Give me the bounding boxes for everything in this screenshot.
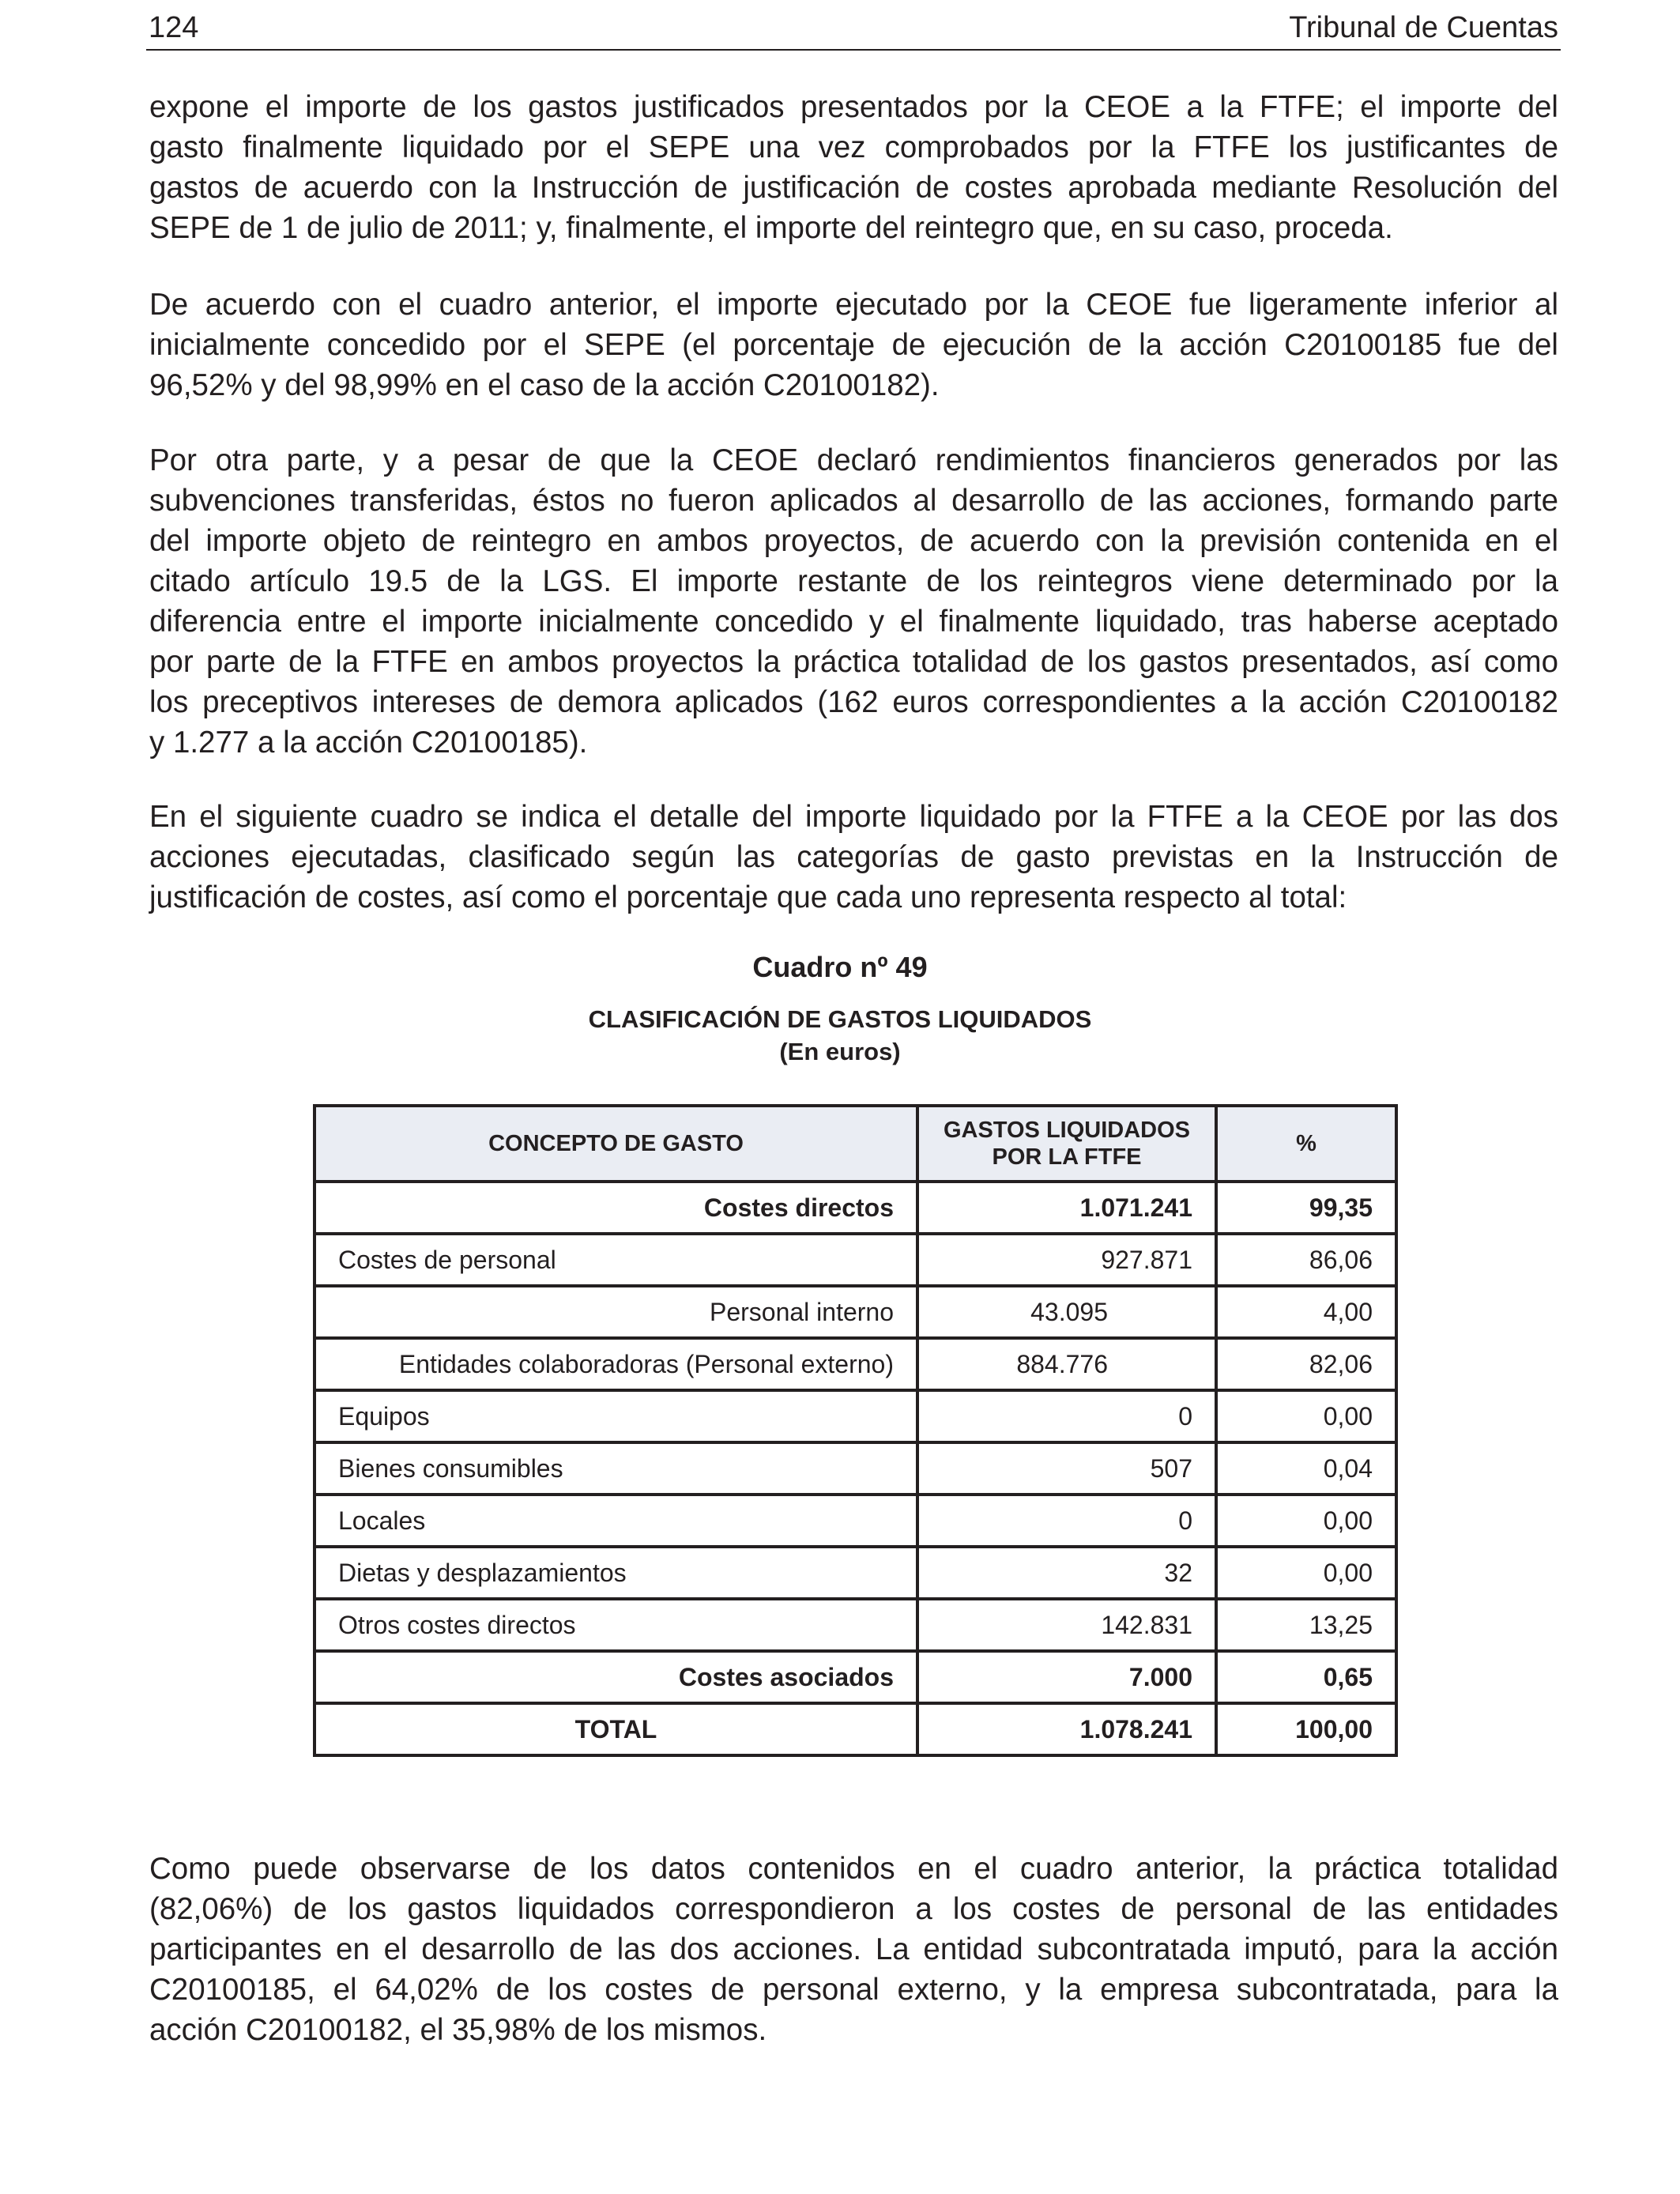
text-line: C20100185, el 64,02% de los costes de personal externo, y la empresa subcontratada, para la (149, 1973, 1558, 2007)
row-amount: 1.078.241 (917, 1703, 1216, 1755)
table-subtitle: (En euros) (779, 1038, 901, 1065)
text-line: citado artículo 19.5 de la LGS. El importe restante de los reintegros viene determinado por la (149, 564, 1558, 598)
text-line: Por otra parte, y a pesar de que la CEOE declaró rendimientos financieros generados por las (149, 443, 1558, 477)
text-line: Como puede observarse de los datos contenidos en el cuadro anterior, la práctica totalidad (149, 1852, 1558, 1886)
row-amount: 7.000 (917, 1651, 1216, 1703)
table-total-row (315, 1703, 1396, 1755)
row-concept: Personal interno (315, 1286, 917, 1338)
text-line: gasto finalmente liquidado por el SEPE una vez comprobados por la FTFE los justificantes de (149, 130, 1558, 164)
row-percent: 99,35 (1216, 1182, 1396, 1234)
paragraph-4 (149, 797, 1558, 918)
publisher-name: Tribunal de Cuentas (1289, 11, 1558, 44)
row-percent: 0,65 (1216, 1651, 1396, 1703)
table-row (315, 1390, 1396, 1442)
column-header: CONCEPTO DE GASTO (315, 1106, 917, 1182)
text-line: acciones ejecutadas, clasificado según las categorías de gasto previstas en la Instrucción de (149, 840, 1558, 874)
table-title: CLASIFICACIÓN DE GASTOS LIQUIDADOS (588, 1005, 1092, 1033)
row-percent: 0,00 (1216, 1495, 1396, 1547)
table-row (315, 1651, 1396, 1703)
table-row (315, 1547, 1396, 1599)
table-row (315, 1234, 1396, 1286)
row-amount: 0 (917, 1390, 1216, 1442)
row-percent: 0,00 (1216, 1547, 1396, 1599)
row-concept: TOTAL (315, 1703, 917, 1755)
text-line: SEPE de 1 de julio de 2011; y, finalmente, el importe del reintegro que, en su caso, proceda. (149, 211, 1393, 245)
row-amount: 884.776 (917, 1338, 1216, 1390)
text-line: expone el importe de los gastos justificados presentados por la CEOE a la FTFE; el importe del (149, 90, 1558, 124)
row-concept: Otros costes directos (315, 1599, 917, 1651)
table-caption: Cuadro nº 49 (752, 951, 928, 983)
text-line: justificación de costes, así como el porcentaje que cada uno representa respecto al total: (149, 880, 1347, 914)
row-concept: Costes asociados (315, 1651, 917, 1703)
row-amount: 43.095 (917, 1286, 1216, 1338)
row-concept: Entidades colaboradoras (Personal externo) (315, 1338, 917, 1390)
row-percent: 0,04 (1216, 1442, 1396, 1495)
row-percent: 100,00 (1216, 1703, 1396, 1755)
text-line: (82,06%) de los gastos liquidados correspondieron a los costes de personal de las entidades (149, 1892, 1558, 1926)
paragraph-5 (149, 1849, 1558, 2050)
row-percent: 82,06 (1216, 1338, 1396, 1390)
text-line: por parte de la FTFE en ambos proyectos la práctica totalidad de los gastos presentados, así como (149, 645, 1558, 679)
text-line: acción C20100182, el 35,98% de los mismos. (149, 2013, 767, 2047)
text-line: del importe objeto de reintegro en ambos proyectos, de acuerdo con la previsión contenida en el (149, 524, 1558, 558)
page-number: 124 (149, 11, 199, 44)
column-header: GASTOS LIQUIDADOS POR LA FTFE (917, 1106, 1216, 1182)
text-line: y 1.277 a la acción C20100185). (149, 726, 588, 760)
row-percent: 4,00 (1216, 1286, 1396, 1338)
text-line: En el siguiente cuadro se indica el detalle del importe liquidado por la FTFE a la CEOE por las dos (149, 800, 1558, 834)
text-line: 96,52% y del 98,99% en el caso de la acción C20100182). (149, 368, 940, 402)
row-concept: Bienes consumibles (315, 1442, 917, 1495)
text-line: De acuerdo con el cuadro anterior, el importe ejecutado por la CEOE fue ligeramente inferior al (149, 288, 1558, 322)
table-row (315, 1442, 1396, 1495)
row-concept: Costes de personal (315, 1234, 917, 1286)
column-header: % (1216, 1106, 1396, 1182)
row-amount: 1.071.241 (917, 1182, 1216, 1234)
row-concept: Equipos (315, 1390, 917, 1442)
expenses-table (313, 1104, 1398, 1757)
row-amount: 927.871 (917, 1234, 1216, 1286)
text-line: subvenciones transferidas, éstos no fueron aplicados al desarrollo de las acciones, formando parte (149, 484, 1558, 518)
text-line: participantes en el desarrollo de las dos acciones. La entidad subcontratada imputó, para la acción (149, 1932, 1558, 1966)
row-concept: Locales (315, 1495, 917, 1547)
table-row (315, 1286, 1396, 1338)
row-amount: 32 (917, 1547, 1216, 1599)
row-percent: 86,06 (1216, 1234, 1396, 1286)
paragraph-1 (149, 87, 1558, 248)
row-concept: Dietas y desplazamientos (315, 1547, 917, 1599)
paragraph-3 (149, 440, 1558, 763)
text-line: los preceptivos intereses de demora aplicados (162 euros correspondientes a la acción C20100182 (149, 685, 1558, 719)
row-amount: 142.831 (917, 1599, 1216, 1651)
paragraph-2 (149, 285, 1558, 405)
text-line: inicialmente concedido por el SEPE (el porcentaje de ejecución de la acción C20100185 fue del (149, 328, 1558, 362)
table-row (315, 1338, 1396, 1390)
text-line: gastos de acuerdo con la Instrucción de justificación de costes aprobada mediante Resolución del (149, 171, 1558, 205)
row-percent: 13,25 (1216, 1599, 1396, 1651)
page-header (146, 8, 1561, 51)
row-amount: 0 (917, 1495, 1216, 1547)
row-amount: 507 (917, 1442, 1216, 1495)
table-row (315, 1599, 1396, 1651)
row-percent: 0,00 (1216, 1390, 1396, 1442)
row-concept: Costes directos (315, 1182, 917, 1234)
text-line: diferencia entre el importe inicialmente concedido y el finalmente liquidado, tras haberse aceptado (149, 605, 1558, 639)
table-row (315, 1495, 1396, 1547)
table-header-row (315, 1106, 1396, 1182)
table-row (315, 1182, 1396, 1234)
